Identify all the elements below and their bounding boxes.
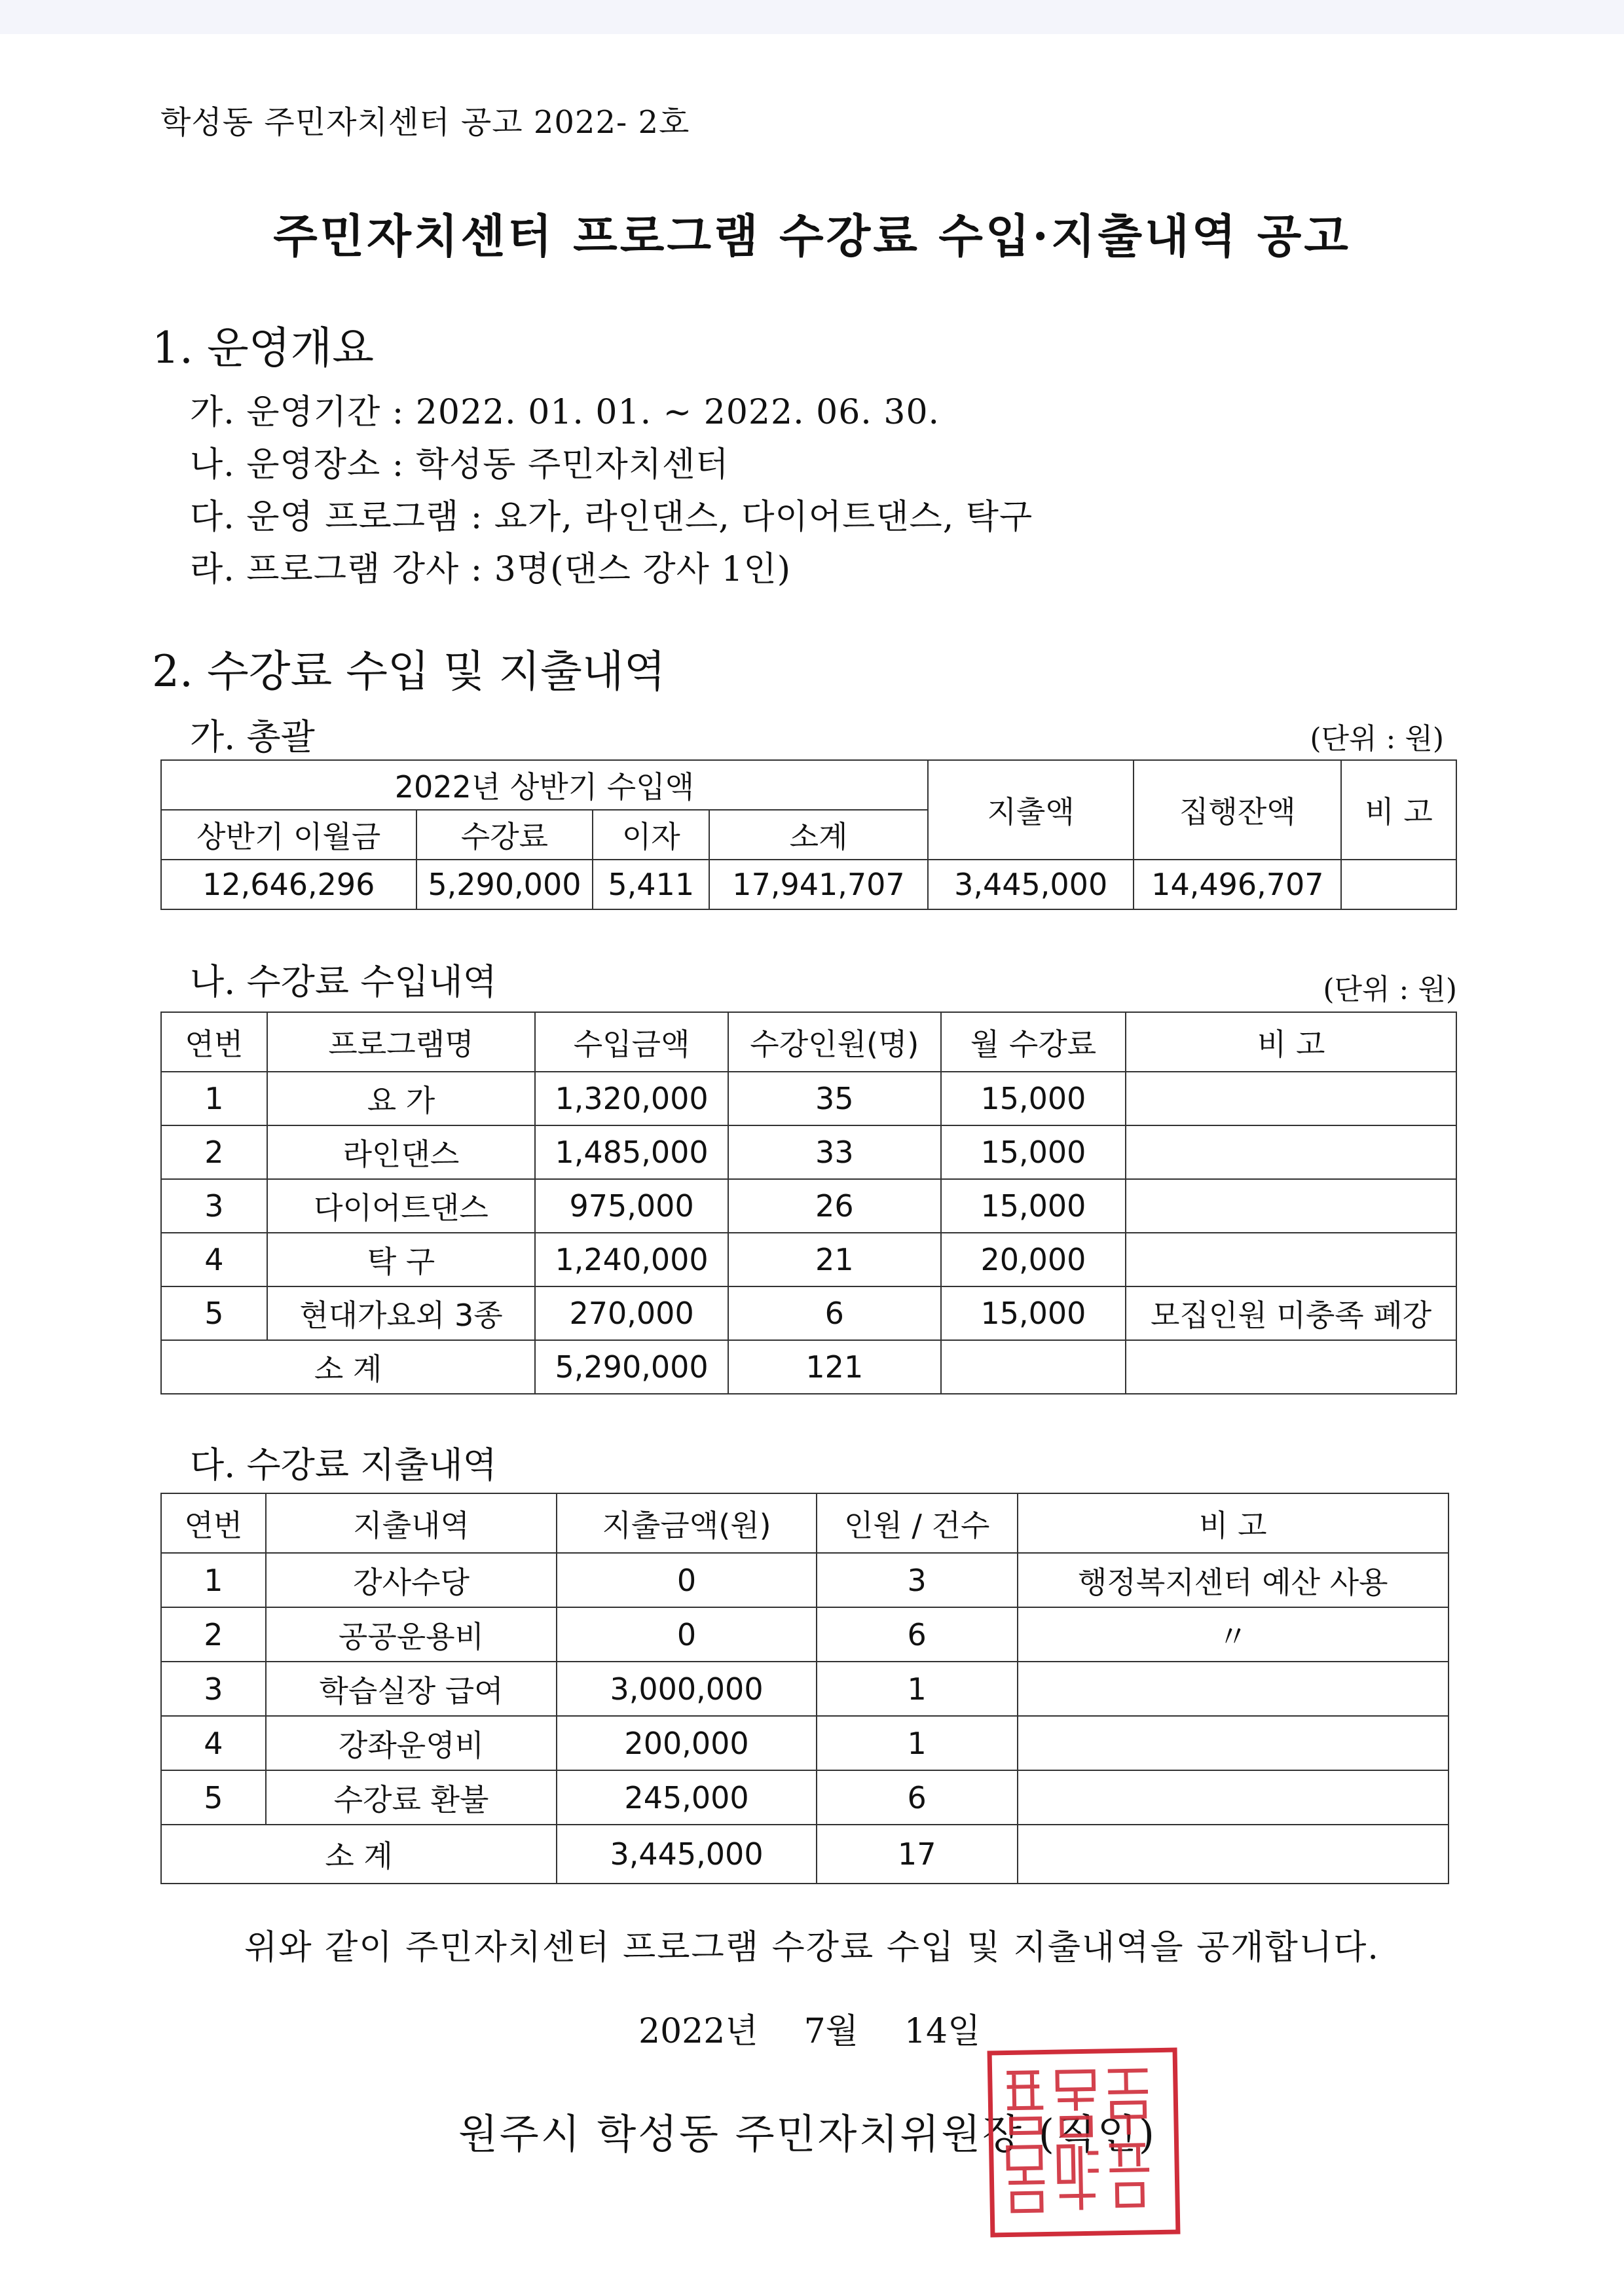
summary-unit: (단위 : 원) [1310, 722, 1444, 756]
page-title: 주민자치센터 프로그램 수강료 수입·지출내역 공고 [273, 209, 1351, 263]
income-cell: 15,000 [941, 1286, 1126, 1340]
income-cell: 요 가 [267, 1072, 536, 1125]
expense-cell: 수강료 환불 [266, 1770, 557, 1825]
summary-heading: 가. 총괄 [190, 716, 315, 757]
summary-header-carryover: 상반기 이월금 [161, 810, 416, 860]
income-cell: 1,485,000 [535, 1125, 728, 1179]
issue-date-day: 14일 [904, 2012, 981, 2051]
table-row [161, 1716, 1449, 1770]
income-cell: 6 [728, 1286, 941, 1340]
expense-cell: 0 [557, 1607, 817, 1662]
official-seal-icon [987, 2047, 1181, 2237]
income-cell: 탁 구 [267, 1233, 536, 1286]
expense-header-item: 지출내역 [266, 1493, 557, 1553]
income-cell: 1 [161, 1072, 267, 1125]
summary-header-balance: 집행잔액 [1134, 760, 1341, 860]
income-cell: 다이어트댄스 [267, 1179, 536, 1233]
income-header-monthly-fee: 월 수강료 [941, 1012, 1126, 1072]
expense-header-note: 비 고 [1018, 1493, 1449, 1553]
summary-note [1341, 860, 1456, 909]
table-row [161, 1553, 1449, 1607]
expense-cell: 6 [817, 1607, 1018, 1662]
income-header-no: 연번 [161, 1012, 267, 1072]
table-row [161, 1233, 1456, 1286]
income-cell: 4 [161, 1233, 267, 1286]
table-row [161, 1072, 1456, 1125]
expense-header-amount: 지출금액(원) [557, 1493, 817, 1553]
expense-cell: 3 [817, 1553, 1018, 1607]
expense-total-note [1018, 1825, 1449, 1884]
income-total-row [161, 1340, 1456, 1394]
expense-cell: 245,000 [557, 1770, 817, 1825]
overview-period: 가. 운영기간 : 2022. 01. 01. ~ 2022. 06. 30. [190, 393, 940, 432]
income-cell: 35 [728, 1072, 941, 1125]
expense-total-amount: 3,445,000 [557, 1825, 817, 1884]
expense-cell: 0 [557, 1553, 817, 1607]
scan-top-edge [0, 0, 1624, 34]
expense-cell: 3 [161, 1662, 266, 1716]
issue-date-year: 2022년 [638, 2012, 758, 2051]
income-header-program: 프로그램명 [267, 1012, 536, 1072]
table-row [161, 1770, 1449, 1825]
income-cell: 20,000 [941, 1233, 1126, 1286]
issue-date-month: 7월 [803, 2012, 858, 2051]
income-cell: 1,240,000 [535, 1233, 728, 1286]
summary-interest: 5,411 [593, 860, 709, 909]
income-cell: 33 [728, 1125, 941, 1179]
overview-programs: 다. 운영 프로그램 : 요가, 라인댄스, 다이어트댄스, 탁구 [190, 498, 1033, 537]
expense-cell: 강사수당 [266, 1553, 557, 1607]
expense-cell [1018, 1662, 1449, 1716]
summary-header-note: 비 고 [1341, 760, 1456, 860]
expense-cell: 학습실장 급여 [266, 1662, 557, 1716]
expense-cell [1018, 1770, 1449, 1825]
income-table [160, 1011, 1457, 1394]
section2-heading: 2. 수강료 수입 및 지출내역 [152, 646, 666, 697]
expense-heading: 다. 수강료 지출내역 [190, 1444, 497, 1485]
income-cell: 15,000 [941, 1125, 1126, 1179]
summary-income-group-header: 2022년 상반기 수입액 [161, 760, 928, 810]
expense-cell: 행정복지센터 예산 사용 [1018, 1553, 1449, 1607]
summary-header-fees: 수강료 [416, 810, 593, 860]
expense-cell: 5 [161, 1770, 266, 1825]
income-heading: 나. 수강료 수입내역 [190, 961, 497, 1002]
expense-cell: 강좌운영비 [266, 1716, 557, 1770]
summary-header-interest: 이자 [593, 810, 709, 860]
income-total-monthly [941, 1340, 1126, 1394]
expense-cell: 3,000,000 [557, 1662, 817, 1716]
income-cell: 26 [728, 1179, 941, 1233]
expense-cell: 공공운용비 [266, 1607, 557, 1662]
income-cell [1126, 1179, 1456, 1233]
summary-table [160, 759, 1457, 910]
expense-cell [1018, 1716, 1449, 1770]
income-total-note [1126, 1340, 1456, 1394]
income-cell [1126, 1072, 1456, 1125]
income-total-amount: 5,290,000 [535, 1340, 728, 1394]
summary-subtotal: 17,941,707 [709, 860, 928, 909]
overview-instructors: 라. 프로그램 강사 : 3명(댄스 강사 1인) [190, 550, 791, 589]
issue-date [638, 2003, 1026, 2052]
summary-fees: 5,290,000 [416, 860, 593, 909]
income-total-people: 121 [728, 1340, 941, 1394]
summary-header-subtotal: 소계 [709, 810, 928, 860]
income-cell [1126, 1233, 1456, 1286]
table-row [161, 1662, 1449, 1716]
overview-location: 나. 운영장소 : 학성동 주민자치센터 [190, 445, 729, 484]
income-header-amount: 수입금액 [535, 1012, 728, 1072]
expense-total-row [161, 1825, 1449, 1884]
summary-balance: 14,496,707 [1134, 860, 1341, 909]
expense-table [160, 1493, 1449, 1884]
expense-cell: 2 [161, 1607, 266, 1662]
table-row [161, 1179, 1456, 1233]
income-total-label: 소 계 [161, 1340, 535, 1394]
expense-cell: 6 [817, 1770, 1018, 1825]
income-header-note: 비 고 [1126, 1012, 1456, 1072]
expense-cell: 1 [161, 1553, 266, 1607]
income-cell: 현대가요외 3종 [267, 1286, 536, 1340]
income-cell: 15,000 [941, 1179, 1126, 1233]
income-cell: 3 [161, 1179, 267, 1233]
table-row [161, 1607, 1449, 1662]
notice-number: 학성동 주민자치센터 공고 2022- 2호 [160, 104, 690, 141]
income-header-people: 수강인원(명) [728, 1012, 941, 1072]
income-cell: 975,000 [535, 1179, 728, 1233]
summary-header-expense: 지출액 [928, 760, 1134, 860]
summary-carryover: 12,646,296 [161, 860, 416, 909]
income-cell: 라인댄스 [267, 1125, 536, 1179]
expense-total-count: 17 [817, 1825, 1018, 1884]
income-cell: 270,000 [535, 1286, 728, 1340]
income-unit: (단위 : 원) [1323, 973, 1457, 1006]
closing-statement: 위와 같이 주민자치센터 프로그램 수강료 수입 및 지출내역을 공개합니다. [244, 1928, 1380, 1967]
table-row [161, 1125, 1456, 1179]
income-cell: 5 [161, 1286, 267, 1340]
expense-total-label: 소 계 [161, 1825, 557, 1884]
expense-cell: 〃 [1018, 1607, 1449, 1662]
signature-line: 원주시 학성동 주민자치위원장 (직인) [458, 2110, 1156, 2158]
expense-cell: 1 [817, 1662, 1018, 1716]
income-cell: 2 [161, 1125, 267, 1179]
income-cell: 1,320,000 [535, 1072, 728, 1125]
table-row [161, 1286, 1456, 1340]
section1-heading: 1. 운영개요 [152, 323, 374, 373]
income-cell [1126, 1125, 1456, 1179]
expense-header-no: 연번 [161, 1493, 266, 1553]
income-cell: 모집인원 미충족 폐강 [1126, 1286, 1456, 1340]
expense-cell: 200,000 [557, 1716, 817, 1770]
income-cell: 15,000 [941, 1072, 1126, 1125]
expense-header-count: 인원 / 건수 [817, 1493, 1018, 1553]
summary-expense: 3,445,000 [928, 860, 1134, 909]
expense-cell: 1 [817, 1716, 1018, 1770]
income-cell: 21 [728, 1233, 941, 1286]
expense-cell: 4 [161, 1716, 266, 1770]
